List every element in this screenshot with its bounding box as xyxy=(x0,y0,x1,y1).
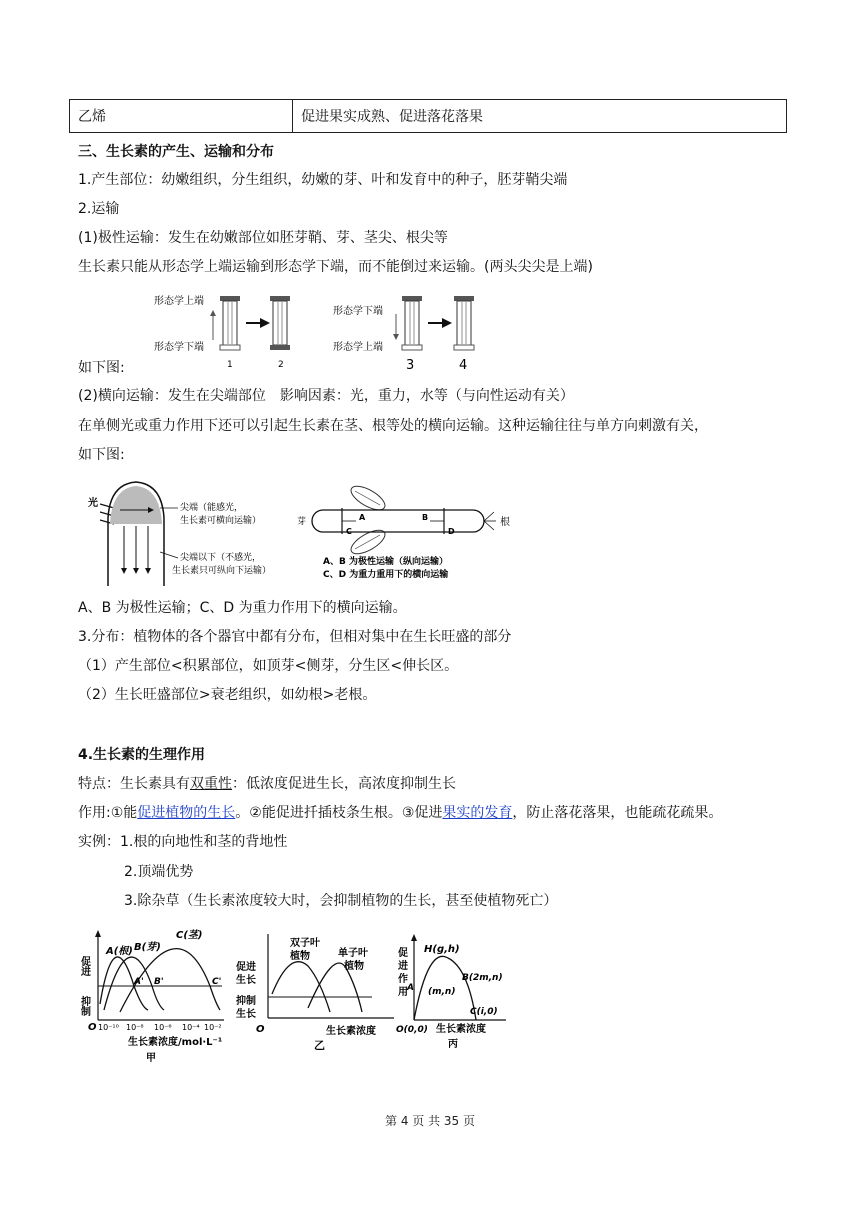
x-tick-label: 10⁻⁸ xyxy=(126,1023,144,1032)
x-tick-label: 10⁻⁶ xyxy=(154,1023,172,1032)
x-axis-label: 生长素浓度 xyxy=(326,1026,376,1037)
text-line: (2)横向运输：发生在尖端部位 影响因素：光，重力，水等（与向性运动有关） xyxy=(78,388,574,404)
text-line: 3.分布：植物体的各个器官中都有分布，但相对集中在生长旺盛的部分 xyxy=(78,629,512,645)
text-span: 作用:①能 xyxy=(78,805,138,821)
text-span: 特点：生长素具有 xyxy=(78,776,190,792)
section-3-heading: 三、生长素的产生、运输和分布 xyxy=(78,144,274,160)
label-bottom-up: 形态学上端 xyxy=(333,342,383,353)
label-dicot-1: 双子叶 xyxy=(290,938,320,949)
label-top-down: 形态学下端 xyxy=(333,306,383,317)
x-tick-labels xyxy=(98,1023,222,1032)
origin-label: O(0,0) xyxy=(396,1025,428,1035)
section-4-heading: 4.生长素的生理作用 xyxy=(78,747,206,763)
label-C: C xyxy=(346,527,352,536)
text-line: 如下图: xyxy=(78,360,125,376)
label-bud: 芽 xyxy=(297,517,307,527)
table-cell-function: 促进果实成熟、促进落花落果 xyxy=(293,100,787,133)
block-dark xyxy=(454,296,474,301)
text-line: (1)极性运输：发生在幼嫩部位如胚芽鞘、芽、茎尖、根尖等 xyxy=(78,230,448,246)
link-promote-growth[interactable]: 促进植物的生长 xyxy=(137,805,236,821)
legend-1: A、B 为极性运输（纵向运输） xyxy=(323,557,448,567)
table-cell-hormone: 乙烯 xyxy=(70,100,293,133)
tube-4 xyxy=(457,301,471,345)
table-row xyxy=(70,100,787,133)
block-empty xyxy=(402,345,422,350)
y-label-growth: 生长 xyxy=(236,975,256,986)
function-line xyxy=(78,803,722,823)
seedling-body xyxy=(312,510,484,532)
block-dark xyxy=(270,345,290,350)
y-char-1: 促 xyxy=(398,948,408,959)
y-label-growth-2: 生长 xyxy=(236,1009,256,1020)
text-span: 。②能促进扦插枝条生根。③促进 xyxy=(235,805,443,821)
note-below-2: 生长素只可纵向下运输） xyxy=(172,566,272,576)
text-line: 实例：1.根的向地性和茎的背地性 xyxy=(78,834,288,850)
up-arrow-head xyxy=(210,310,216,316)
tube-2 xyxy=(273,301,287,345)
page-footer: 第 4 页 共 35 页 xyxy=(385,1114,475,1128)
label-monocot-1: 单子叶 xyxy=(338,948,368,959)
label-C-prime: C' xyxy=(212,977,222,987)
note-tip-2: 生长素可横向运输） xyxy=(180,516,262,526)
text-line: 3.除杂草（生长素浓度较大时，会抑制植物的生长，甚至使植物死亡） xyxy=(124,893,558,909)
x-tick-label: 10⁻² xyxy=(204,1023,222,1032)
x-tick-label: 10⁻⁴ xyxy=(182,1023,200,1032)
label-dicot-2: 植物 xyxy=(290,951,310,962)
label-4: 4 xyxy=(459,358,468,373)
label-B: B xyxy=(422,513,429,522)
hormone-table xyxy=(69,99,787,133)
legend-2: C、D 为重力重用下的横向运输 xyxy=(323,570,449,580)
text-line: 生长素只能从形态学上端运输到形态学下端，而不能倒过来运输。(两头尖尖是上端) xyxy=(78,259,593,275)
label-2: 2 xyxy=(278,360,284,370)
y-char-2: 进 xyxy=(398,961,408,972)
block-dark xyxy=(270,296,290,301)
y-char-4: 用 xyxy=(398,987,408,998)
origin-label: O xyxy=(88,1022,97,1033)
lateral-transport-figure xyxy=(80,478,530,590)
label-B-prime: B' xyxy=(154,977,164,987)
tube-1 xyxy=(223,301,237,345)
note-below-1: 尖端以下（不感光， xyxy=(180,553,262,563)
label-A: A(根) xyxy=(106,946,133,957)
arrow-head xyxy=(442,318,452,328)
label-1: 1 xyxy=(227,360,233,370)
graph-jia xyxy=(78,924,232,1066)
x-axis-label: 生长素浓度 xyxy=(436,1024,486,1035)
label-D: D xyxy=(448,527,455,536)
x-axis-label: 生长素浓度/mol·L⁻¹ xyxy=(128,1037,223,1048)
block-empty xyxy=(220,345,240,350)
text-line: （2）生长旺盛部位>衰老组织，如幼根>老根。 xyxy=(78,687,377,703)
term-underlined: 双重性 xyxy=(190,776,232,792)
y-label-inhibit: 抑制 xyxy=(236,996,256,1007)
graph-yi xyxy=(234,928,400,1052)
label-H: H(g,h) xyxy=(424,944,460,955)
graph-caption: 乙 xyxy=(314,1039,325,1052)
text-line: 2.运输 xyxy=(78,201,120,217)
graph-caption: 丙 xyxy=(448,1039,458,1050)
block-empty xyxy=(454,345,474,350)
label-monocot-2: 植物 xyxy=(344,961,364,972)
text-line: A、B 为极性运输；C、D 为重力作用下的横向运输。 xyxy=(78,600,407,616)
label-C: C(i,0) xyxy=(470,1007,498,1017)
text-line: 在单侧光或重力作用下还可以引起生长素在茎、根等处的横向运输。这种运输往往与单方向刺激有关， xyxy=(78,418,708,434)
label-A-prime: A' xyxy=(134,977,144,987)
label-A: A xyxy=(407,983,414,993)
block-dark xyxy=(402,296,422,301)
polar-transport-figure xyxy=(150,290,490,372)
label-3: 3 xyxy=(406,358,415,373)
text-line: 如下图: xyxy=(78,447,125,463)
label-bottom-down: 形态学下端 xyxy=(154,342,204,353)
x-tick-label: 10⁻¹⁰ xyxy=(98,1023,119,1032)
label-C: C(茎) xyxy=(176,930,203,941)
label-top-up: 形态学上端 xyxy=(154,296,204,307)
arrow-head xyxy=(260,318,270,328)
label-B: B(芽) xyxy=(134,942,161,953)
graph-bing xyxy=(396,928,512,1056)
feature-line xyxy=(78,774,456,794)
graph-caption: 甲 xyxy=(146,1053,156,1064)
label-mn: (m,n) xyxy=(428,987,456,997)
text-line: 1.产生部位：幼嫩组织，分生组织，幼嫩的芽、叶和发育中的种子，胚芽鞘尖端 xyxy=(78,172,568,188)
y-char-3: 作 xyxy=(398,974,408,985)
label-light: 光 xyxy=(88,498,98,509)
curve-dicot xyxy=(272,962,330,1012)
label-A: A xyxy=(359,513,366,522)
y-label-up: 促进 xyxy=(78,956,90,976)
label-B: B(2m,n) xyxy=(462,973,503,983)
text-span: ：低浓度促进生长，高浓度抑制生长 xyxy=(232,776,456,792)
link-fruit-development[interactable]: 果实的发育 xyxy=(442,805,513,821)
text-span: ，防止落花落果，也能疏花疏果。 xyxy=(512,805,723,821)
coleoptile-tip xyxy=(110,486,162,524)
tube-3 xyxy=(405,301,419,345)
text-line: 2.顶端优势 xyxy=(124,864,194,880)
note-tip-1: 尖端（能感光， xyxy=(180,503,244,513)
origin-label: O xyxy=(256,1024,265,1035)
label-root: 根 xyxy=(500,517,510,528)
y-label-promote: 促进 xyxy=(236,962,256,973)
down-arrow-head xyxy=(393,334,399,340)
text-line: （1）产生部位<积累部位，如顶芽<侧芽，分生区<伸长区。 xyxy=(78,658,459,674)
block-dark xyxy=(220,296,240,301)
y-label-down: 抑制 xyxy=(78,996,90,1016)
